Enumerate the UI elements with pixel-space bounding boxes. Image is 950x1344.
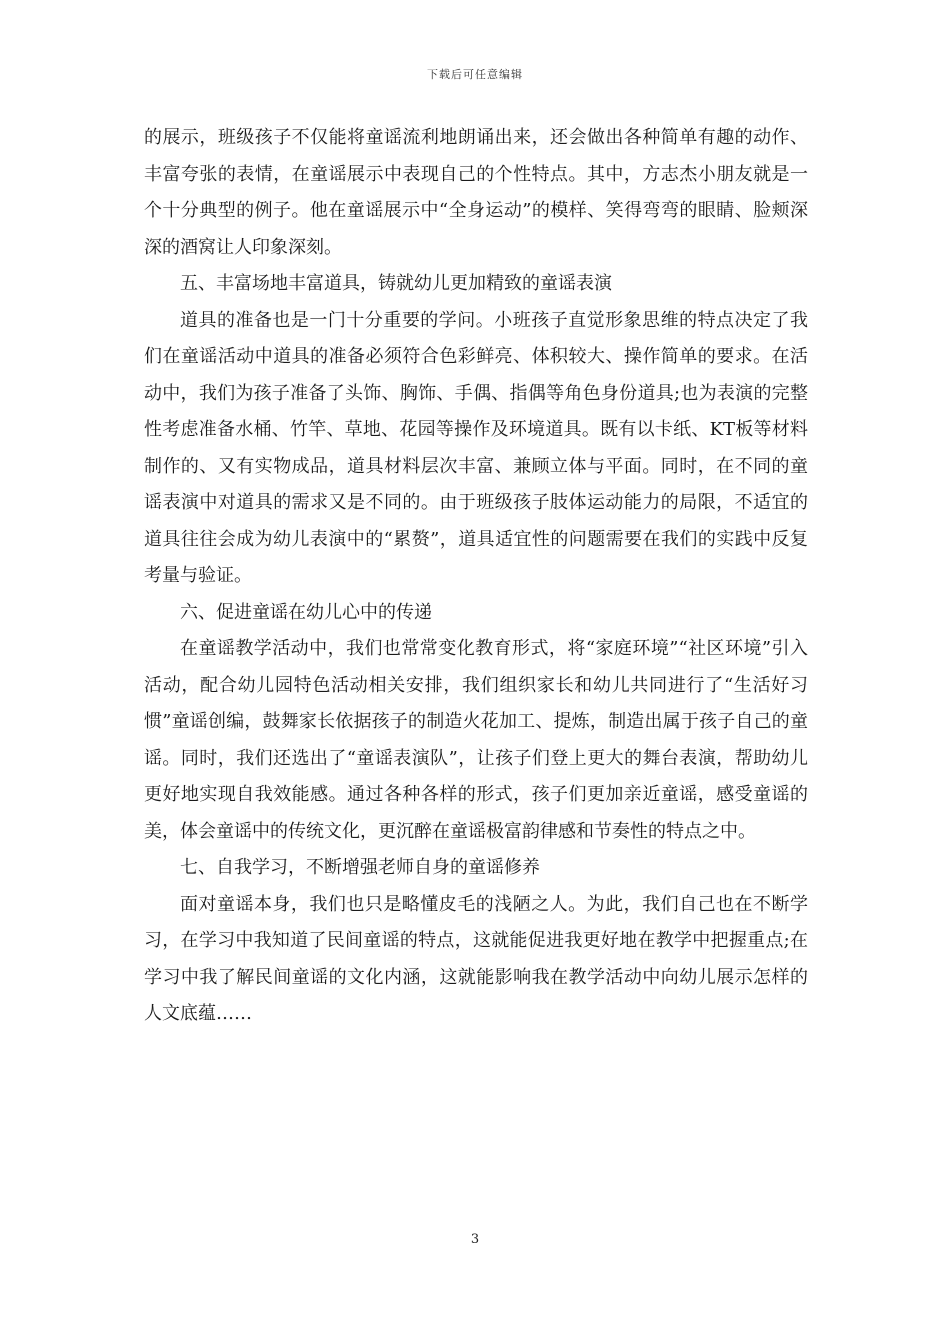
section-heading-7: 七、自我学习，不断增强老师自身的童谣修养 [180, 857, 540, 878]
page-number: 3 [470, 1232, 480, 1247]
paragraph-props: 道具的准备也是一门十分重要的学问。小班孩子直觉形象思维的特点决定了我们在童谣活动中道具的准备必须符合色彩鲜亮、体积较大、操作简单的要求。在活动中，我们为孩子准备了头饰、胸饰、手偶、指偶等角色身份道具;也为表演的完整性考虑准备水桶、竹竿、草地、花园等操作及环境道具。既有以卡纸、KT板等材料制作的、又有实物成品，道具材料层次丰富、兼顾立体与平面。同时，在不同的童谣表演中对道具的需求又是不同的。由于班级孩子肢体运动能力的局限，不适宜的道具往往会成为幼儿表演中的“累赘”，道具适宜性的问题需要在我们的实践中反复考量与验证。 [144, 309, 808, 586]
paragraph-transmission: 在童谣教学活动中，我们也常常变化教育形式，将“家庭环境”“社区环境”引入活动，配合幼儿园特色活动相关安排，我们组织家长和幼儿共同进行了“生活好习惯”童谣创编，鼓舞家长依据孩子的制造火花加工、提炼，制造出属于孩子自己的童谣。同时，我们还选出了“童谣表演队”，让孩子们登上更大的舞台表演，帮助幼儿更好地实现自我效能感。通过各种各样的形式，孩子们更加亲近童谣，感受童谣的美，体会童谣中的传统文化，更沉醉在童谣极富韵律感和节奏性的特点之中。 [144, 638, 808, 842]
section-heading-6: 六、促进童谣在幼儿心中的传递 [180, 601, 432, 623]
page-header: 下载后可任意编辑 [427, 68, 523, 81]
document-body [144, 120, 808, 1033]
paragraph-continuation: 的展示，班级孩子不仅能将童谣流利地朗诵出来，还会做出各种简单有趣的动作、丰富夸张的表情，在童谣展示中表现自己的个性特点。其中，方志杰小朋友就是一个十分典型的例子。他在童谣展示中“全身运动”的模样、笑得弯弯的眼睛、脸颊深深的酒窝让人印象深刻。 [144, 127, 808, 258]
paragraph-self-study: 面对童谣本身，我们也只是略懂皮毛的浅陋之人。为此，我们自己也在不断学习，在学习中我知道了民间童谣的特点，这就能促进我更好地在教学中把握重点;在学习中我了解民间童谣的文化内涵，这就能影响我在教学活动中向幼儿展示怎样的人文底蕴…… [144, 893, 808, 1024]
section-heading-5: 五、丰富场地丰富道具，铸就幼儿更加精致的童谣表演 [180, 273, 612, 294]
